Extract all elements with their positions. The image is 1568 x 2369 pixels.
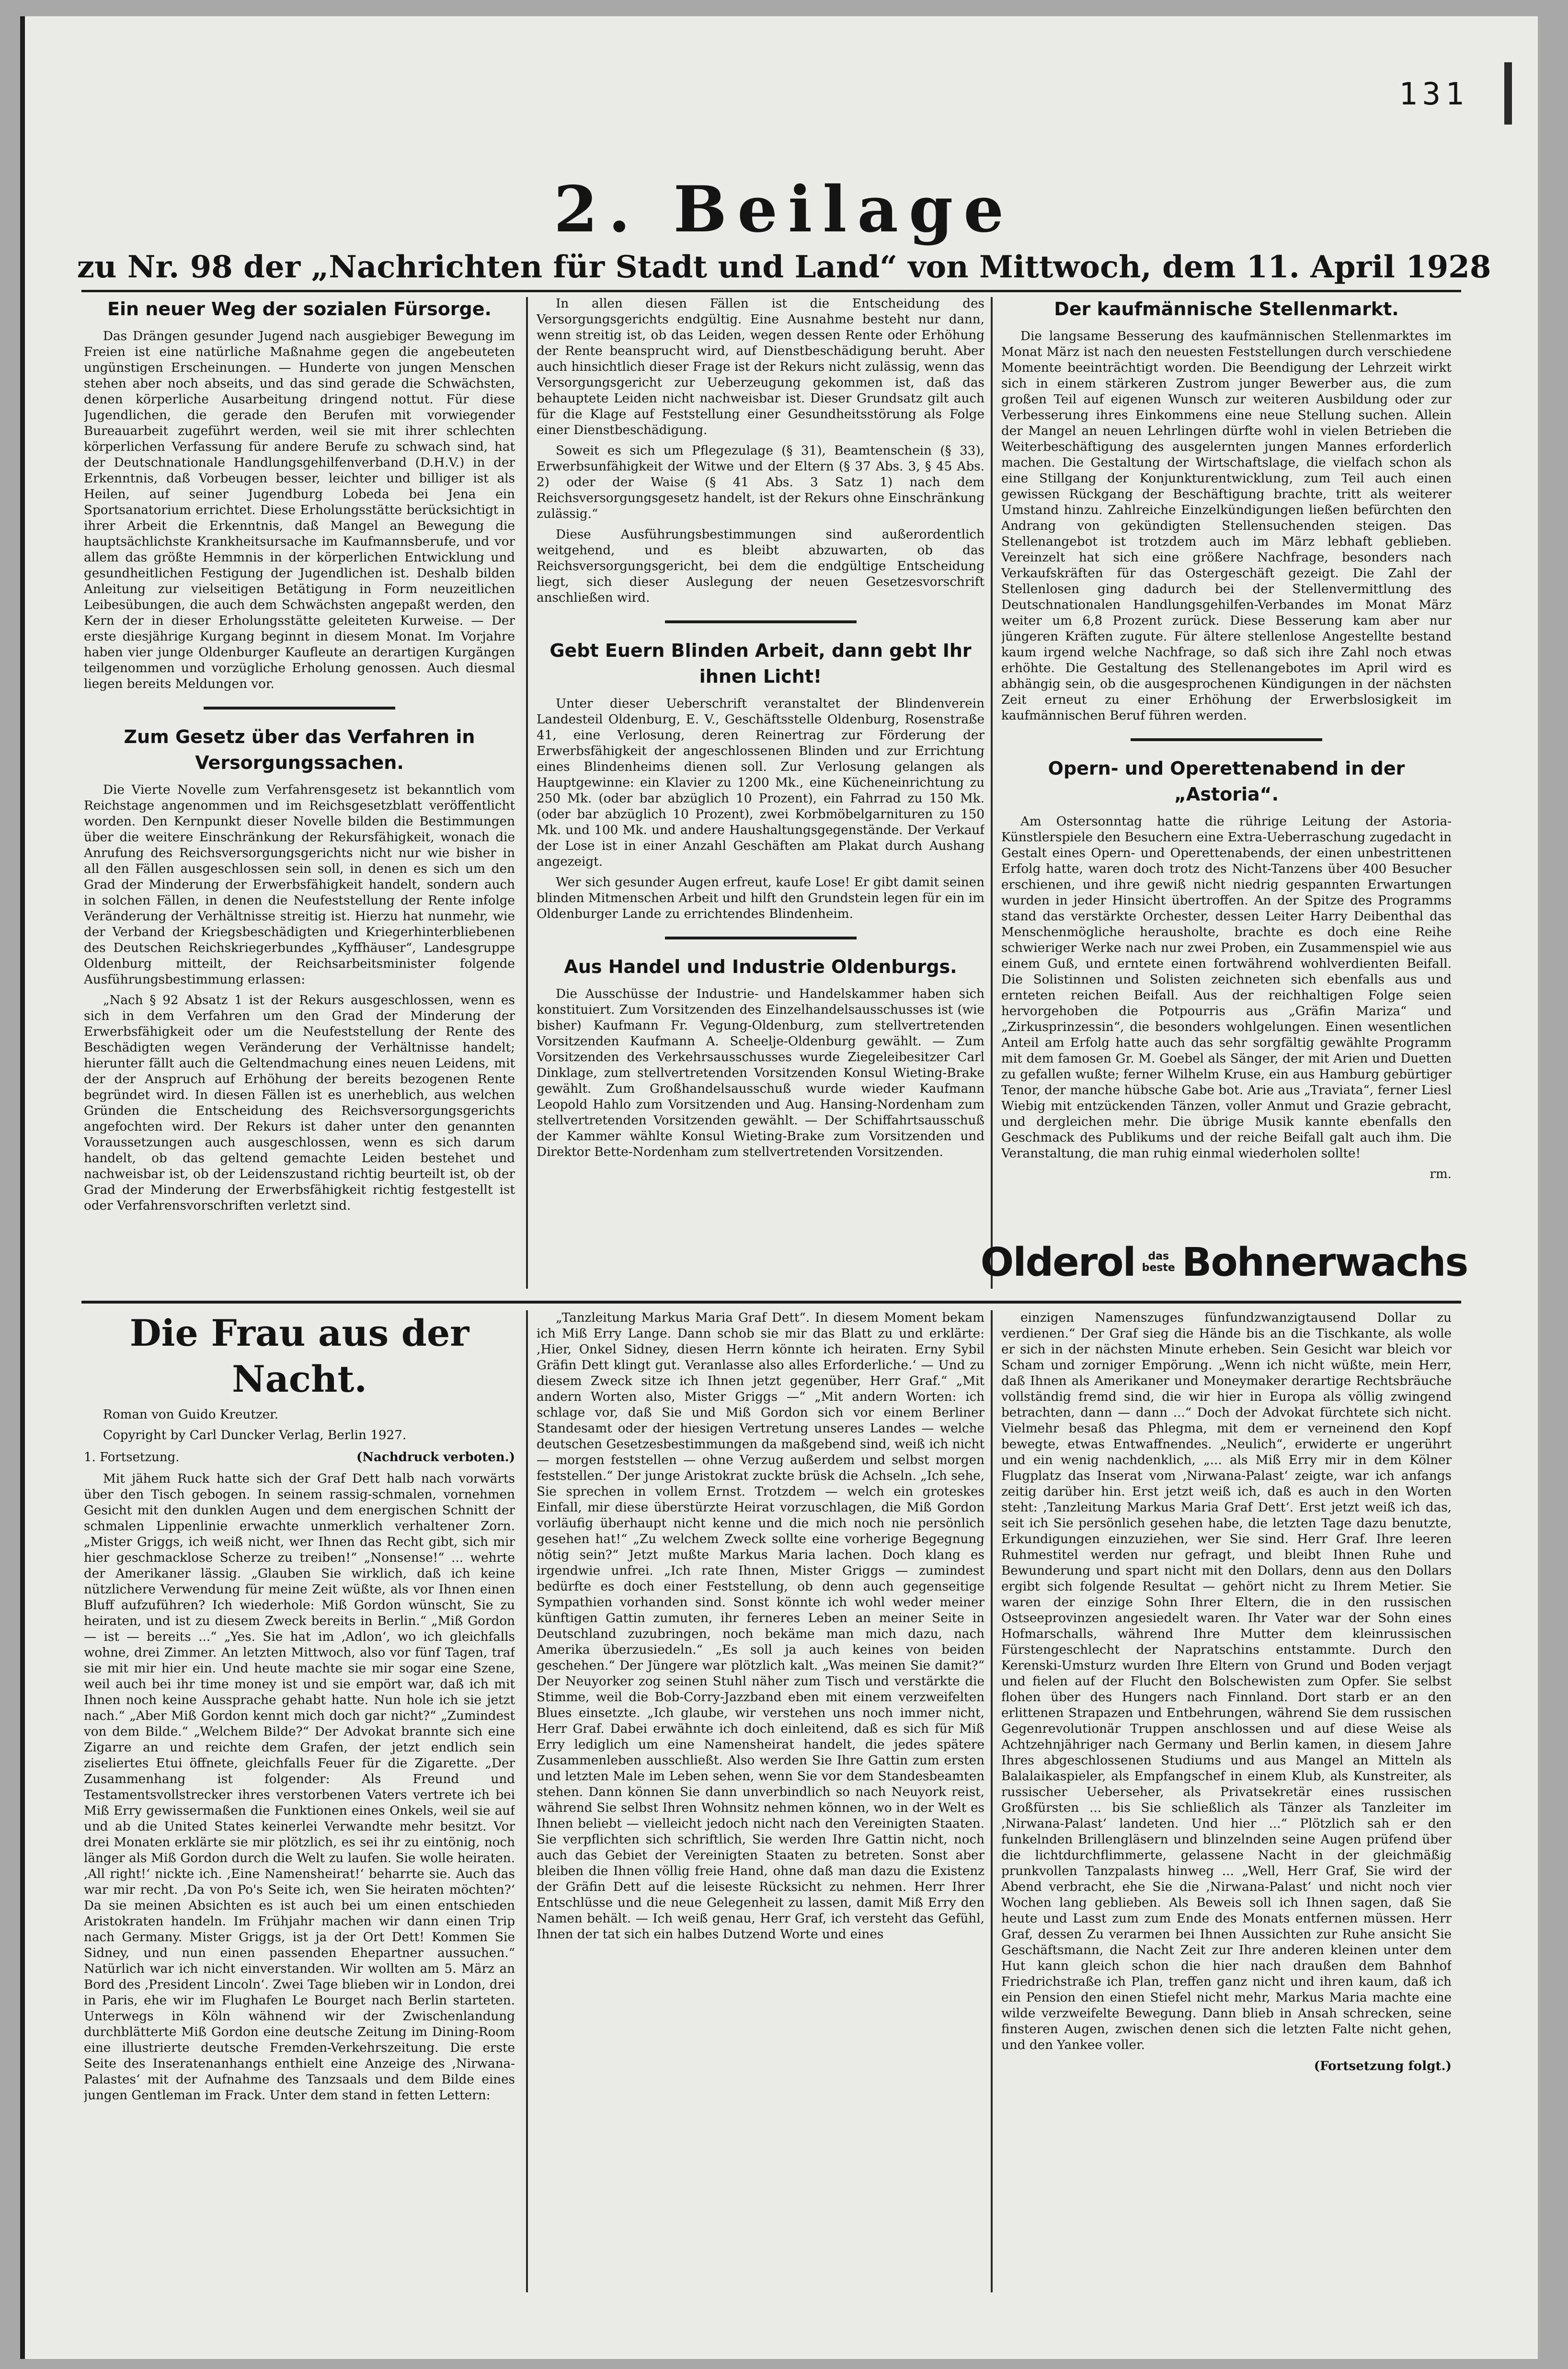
supplement-title: 2. Beilage	[553, 172, 1015, 247]
novel-installment: 1. Fortsetzung.	[84, 1450, 180, 1465]
article-title-handel: Aus Handel und Industrie Oldenburgs.	[564, 956, 957, 977]
novel-column-1	[84, 1310, 515, 2292]
article-title-gesetz: Zum Gesetz über das Verfahren in Versorgungssachen.	[124, 726, 475, 773]
article-title-opern: Opern- und Operettenabend in der „Astoria“.	[1048, 758, 1405, 805]
column-rule	[526, 297, 528, 1289]
article-title-stellenmarkt: Der kaufmännische Stellenmarkt.	[1054, 298, 1399, 320]
novel-author: Roman von Guido Kreutzer.	[103, 1408, 279, 1422]
novel-continuation: (Fortsetzung folgt.)	[1314, 2059, 1452, 2073]
ad-product: Bohnerwachs	[1181, 1239, 1468, 1285]
column-rule	[991, 1310, 993, 2292]
column-upper-2	[537, 296, 984, 1288]
article-paragraph: Soweit es sich um Pflegezulage (§ 31), Beamtenschein (§ 33), Erwerbsunfähigkeit der Witwe und der Eltern (§ 37 Abs. 3, § 45 Abs. 2) oder der Waise (§ 41 Abs. 3 Satz 1) nach dem Reichsversorgungsgesetz handelt, ist der Rekurs ohne Einschränkung zulässig.“	[537, 444, 984, 521]
novel-installment-row	[84, 1448, 515, 1466]
article-paragraph: Wer sich gesunder Augen erfreut, kaufe Lose! Er gibt damit seinen blinden Mitmenschen Arbeit und hilft den Grundstein legen für ein im Oldenburger Lande zu errichtendes Blindenheim.	[537, 875, 984, 921]
article-text-stellenmarkt: Die langsame Besserung des kaufmännischen Stellenmarktes im Monat März ist nach den neuesten Feststellungen durch verschiedene Momente beeinträchtigt worden. Die Beendigung der Lehrzeit wirkt sich in einem stärkeren Zustrom junger Bewerber aus, die zum großen Teil auf eigenen Wunsch zur weiteren Ausbildung oder zur Verbesserung ihres Einkommens eine neue Stellung suchen. Allein der Mangel an neuen Lehrlingen dürfte wohl in vielen Betrieben die Weiterbeschäftigung des ausgelernten jungen Mannes erforderlich machen. Die Gestaltung der Wirtschaftslage, die vielfach schon als eine Stillgang der Konjunkturentwicklung, zum Teil auch einen gewissen Rückgang der Beschäftigung brachte, tritt als weiterer Umstand hinzu. Zahlreiche Einzelkündigungen ließen befürchten den Andrang von gekündigten Stellensuchenden steigen. Das Stellenangebot ist trotzdem auch im März lebhaft geblieben. Vereinzelt hat sich eine größere Nachfrage, besonders nach Verkaufskräften für das Ostergeschäft gezeigt. Die Zahl der Stellenlosen ging dadurch bei der Stellenvermittlung des Deutschnationalen Handlungsgehilfen-Verbandes im Monat März weiter um 6,8 Prozent zurück. Diese Besserung kam aber nur jüngeren Kräften zugute. Für ältere stellenlose Angestellte bestand kaum irgend welche Nachfrage, so daß sich ihre Zahl noch etwas erhöhte. Die Gestaltung des Stellenangebotes im April wird es abhängig sein, ob die ausgesprochenen Kündigungen in der nächsten Zeit erneut zu einer Erhöhung der Erwerbslosigkeit im kaufmännischen Beruf führen werden.	[1001, 329, 1452, 723]
article-paragraph: „Nach § 92 Absatz 1 ist der Rekurs ausgeschlossen, wenn es sich in dem Verfahren um den Grad der Minderung der Erwerbsfähigkeit oder um die Neufeststellung der Rente des Beschädigten wegen Veränderung der Verhältnisse handelt; hierunter fällt auch die Geltendmachung eines neuen Leidens, mit der der Anspruch auf Erhöhung der bereits bezogenen Rente begründet wird. In diesen Fällen ist es unerheblich, aus welchen Gründen die Entscheidung des Reichsversorgungsgerichts angefochten wird. Der Rekurs ist daher unter den genannten Voraussetzungen auch ausgeschlossen, wenn es sich darum handelt, ob das geltend gemachte Leiden bestehet und nachweisbar ist, ob der Leidenszustand richtig beurteilt ist, ob der Grad der Minderung der Erwerbsfähigkeit richtig festgestellt ist oder Verfahrensvorschriften verletzt sind.	[84, 993, 515, 1213]
novel-text: Mit jähem Ruck hatte sich der Graf Dett halb nach vorwärts über den Tisch gebogen. In seinem rassig-schmalen, vornehmen Gesicht mit den dunklen Augen und dem energischen Schnitt der schmalen Lippenlinie erwachte unmerklich verhaltener Zorn. „Mister Griggs, ich weiß nicht, wer Ihnen das Recht gibt, sich mir hier geschmacklose Scherze zu treiben!“ „Nonsense!“ ... wehrte der Amerikaner lässig. „Glauben Sie wirklich, daß ich keine nützlichere Verwendung für meine Zeit wüßte, als vor Ihnen einen Bluff aufzuführen? Ich wiederhole: Miß Gordon wünscht, Sie zu heiraten, und ist zu diesem Zweck bereits in Berlin.“ „Miß Gordon — ist — bereits ...“ „Yes. Sie hat im ,Adlon‘, wo ich gleichfalls wohne, drei Zimmer. An letzten Mittwoch, also vor fünf Tagen, traf sie mit mir hier ein. Und heute machte sie mir sogar eine Szene, weil auch bei ihr time money ist und sie empört war, daß ich mit Ihnen noch keine Aussprache gehabt hatte. Nun hole ich sie jetzt nach.“ „Aber Miß Gordon kennt mich doch gar nicht?“ „Zumindest von dem Bilde.“ „Welchem Bilde?“ Der Advokat brannte sich eine Zigarre an und reichte dem Grafen, der jetzt endlich sein ziseliertes Etui öffnete, gleichfalls Feuer für die Zigarette. „Der Zusammenhang ist folgender: Als Freund und Testamentsvollstrecker ihres verstorbenen Vaters vertrete ich bei Miß Erry gewissermaßen die Funktionen eines Onkels, weil sie auf und ab die United States keinerlei Verwandte mehr besitzt. Vor drei Monaten erklärte sie mir plötzlich, es sei ihr zu eintönig, noch länger als Miß Gordon durch die Welt zu laufen. Sie wolle heiraten. ,All right!‘ nickte ich. ,Eine Namensheirat!‘ beharrte sie. Auch das war mir recht. ,Da von Po's Seite ich, wen Sie heiraten möchten?‘ Da sie meinen Absichten es ist auch bei um einen entschieden Aristokraten handeln. Im Frühjahr machen wir dann einen Trip nach Germany. Mister Griggs, ist ja der Ort Dett! Kommen Sie Sidney, und nun einen passenden Ehepartner aussuchen.“ Natürlich war ich nicht einverstanden. Wir wollten am 5. März an Bord des ,President Lincoln‘. Zwei Tage blieben wir in London, drei in Paris, ehe wir im Flughafen Le Bourget nach Berlin starteten. Unterwegs in Köln wähnend wir der Zwischenlandung durchblätterte Miß Gordon eine deutsche Zeitung im Dining-Room eine illustrierte deutsche Fremden-Verkehrszeitung. Die erste Seite des Inseratenanhangs enthielt eine Anzeige des ,Nirwana-Palastes‘ mit der Aufnahme des Tanzsaals und dem Bilde eines jungen Gentleman im Frack. Unter dem stand in fetten Lettern:	[84, 1472, 515, 2103]
page-edge-mark	[1504, 62, 1512, 125]
article-divider	[665, 620, 857, 623]
ad-small-bottom: beste	[1142, 1262, 1175, 1274]
article-divider	[1131, 738, 1322, 741]
novel-text: „Tanzleitung Markus Maria Graf Dett“. In diesem Moment bekam ich Miß Erry Lange. Dann schob sie mir das Blatt zu und erklärte: ,Hier, Onkel Sidney, diesen Herrn könnte ich heiraten. Erny Sybil Gräfin Dett klingt gut. Veranlasse also alles Erforderliche.‘ — Und zu diesem Zweck sitze ich Ihnen jetzt gegenüber, Herr Graf.“ „Mit andern Worten also, Mister Griggs —“ „Mit andern Worten: ich schlage vor, daß Sie und Miß Gordon sich vor einem Berliner Standesamt oder der hiesigen Vertretung unseres Landes — welche deutschen Gesetzesbestimmungen da maßgebend sind, weiß ich nicht — morgen feststellen — ohne Verzug außerdem und selbst morgen feststellen.“ Der junge Aristokrat zuckte brüsk die Achseln. „Ich sehe, Sie sprechen in vollem Ernst. Trotzdem — welch ein groteskes Einfall, mir diese überstürzte Heirat vorzuschlagen, die Miß Gordon vorläufig überhaupt nicht kenne und die mich noch nie persönlich gesehen hat!“ „Zu welchem Zweck sollte eine vorherige Begegnung nötig sein?“ Jetzt mußte Markus Maria lachen. Doch klang es irgendwie unfrei. „Ich rate Ihnen, Mister Griggs — zumindest bedürfte es doch einer Feststellung, ob denn auch gegenseitige Sympathien vorhanden sind. Sonst könnte ich wohl weder meiner künftigen Gattin zumuten, ihr ferneres Leben an meiner Seite in Deutschland zuzubringen, noch bekäme man mich dazu, nach Amerika überzusiedeln.“ „Es soll ja auch keines von beiden geschehen.“ Der Jüngere war plötzlich kalt. „Was meinen Sie damit?“ Der Neuyorker zog seinen Stuhl näher zum Tisch und verstärkte die Stimme, weil die Bob-Corry-Jazzband eben mit einem verzweifelten Blues einsetzte. „Ich glaube, wir verstehen uns noch immer nicht, Herr Graf. Dabei erwähnte ich doch einleitend, daß es sich für Miß Erry lediglich um eine Namensheirat handelt, die jedes spätere Zusammenleben ausschließt. Also werden Sie Ihre Gattin zum ersten und letzten Male im Leben sehen, wenn Sie vor dem Standesbeamten stehen. Dann können Sie dann unverbindlich so nach Neuyork reist, während Sie selbst Ihren Wohnsitz nehmen können, wo in der Welt es Ihnen beliebt — vielleicht jedoch nicht nach den Vereinigten Staaten. Sie verpflichten sich schriftlich, Sie werden Ihre Gattin nicht, noch auch das Gebiet der Vereinigten Staaten zu betreten. Sonst aber bleiben die Ihnen völlig freie Hand, ohne daß man dazu die Existenz der Gräfin Dett auf die leiseste Rücksicht zu nehmen. Herr Ihrer Entschlüsse und die neue Gelegenheit zu lassen, damit Miß Erry den Namen behält. — Ich weiß genau, Herr Graf, ich versteht das Gefühl, Ihnen der tat sich ein halbes Dutzend Worte und eines	[537, 1311, 984, 1942]
novel-column-3	[1001, 1310, 1452, 2292]
article-divider	[665, 937, 857, 939]
article-paragraph: In allen diesen Fällen ist die Entscheidung des Versorgungsgerichts endgültig. Eine Ausnahme besteht nur dann, wenn streitig ist, ob das Leiden, wegen dessen Rente oder Erhöhung der Rente beansprucht wird, auf Dienstbeschädigung beruht. Aber auch hinsichtlich dieser Frage ist der Rekurs nicht zulässig, wenn das Versorgungsgericht zur Ueberzeugung gekommen ist, daß das behauptete Leiden nicht nachweisbar ist. Dieser Grundsatz gilt auch für die Klage auf Feststellung einer Gesundheitsstörung als Folge einer Dienstbeschädigung.	[537, 297, 984, 437]
header-rule	[81, 290, 1461, 292]
issue-line: zu Nr. 98 der „Nachrichten für Stadt und Land“ von Mittwoch, dem 11. April 1928	[77, 249, 1491, 285]
advertisement-bohnerwachs	[980, 1236, 1468, 1289]
article-paragraph: Diese Ausführungsbestimmungen sind außerordentlich weitgehend, und es bleibt abzuwarten, ob das Reichsversorgungsgericht, bei dem die endgültige Entscheidung liegt, sich dieser Auslegung der neuen Gesetzesvorschrift anschließen wird.	[537, 527, 984, 605]
ad-small-text	[1142, 1251, 1175, 1274]
column-upper-3	[1001, 296, 1452, 1230]
article-text-sozial: Das Drängen gesunder Jugend nach ausgiebiger Bewegung im Freien ist eine natürliche Maßnahme gegen die angebeuteten ungünstigen Erscheinungen. — Hunderte von jungen Menschen stehen aber noch abseits, und das sind gerade die Schwächsten, denen körperliche Ausarbeitung dringend nottut. Für diese Jugendlichen, die gerade den Berufen mit vorwiegender Bureauarbeit zugeführt werden, weil sie mit ihrer schlechten körperlichen Verfassung für andere Berufe zu schwach sind, hat der Deutschnationale Handlungsgehilfenverband (D.H.V.) in der Erkenntnis, daß Vorbeugen besser, leichter und billiger ist als Heilen, auf seiner Jugendburg Lobeda bei Jena ein Sportsanatorium errichtet. Diese Erholungsstätte berücksichtigt in ihrer Arbeit die Erkenntnis, daß Mangel an Bewegung die hauptsächlichste Krankheitsursache im Kaufmannsberufe, und vor allem das größte Hemmnis in der körperlichen Entwicklung und gesundheitlichen Festigung der Jugendlichen ist. Deshalb bilden Anleitung zur vielseitigen Betätigung in Form neuzeitlichen Leibesübungen, die auch dem Schwächsten angepaßt werden, den Kern der in dieser Erholungsstätte geleiteten Kurweise. — Der erste diesjährige Kurgang beginnt in diesem Monat. Im Vorjahre haben vier junge Oldenburger Kaufleute an derartigen Kurgängen teilgenommen und vorzügliche Erholung genossen. Auch diesmal liegen bereits Meldungen vor.	[84, 329, 515, 691]
column-rule	[991, 297, 993, 1289]
article-signature: rm.	[1430, 1167, 1452, 1181]
article-text-handel: Die Ausschüsse der Industrie- und Handelskammer haben sich konstituiert. Zum Vorsitzenden des Einzelhandelsausschusses ist (wie bisher) Kaufmann Fr. Vegung-Oldenburg, zum stellvertretenden Vorsitzenden Kaufmann A. Scheelje-Oldenburg gewählt. — Zum Vorsitzenden des Verkehrsausschusses wurde Ziegeleibesitzer Carl Dinklage, zum stellvertretenden Vorsitzenden Konsul Wieting-Brake gewählt. Zum Großhandelsausschuß wurde wieder Kaufmann Leopold Hahlo zum Vorsitzenden und Aug. Hansing-Nordenham zum stellvertretenden Vorsitzenden gewählt. — Der Schiffahrtsausschuß der Kammer wählte Konsul Wieting-Brake zum Vorsitzenden und Direktor Bette-Nordenham zum stellvertretenden Vorsitzenden.	[537, 987, 984, 1159]
article-paragraph: Unter dieser Ueberschrift veranstaltet der Blindenverein Landesteil Oldenburg, E. V., Geschäftsstelle Oldenburg, Rosenstraße 41, eine Verlosung, deren Reinertrag zur Förderung der Erwerbsfähigkeit der angeschlossenen Blinden und zur Errichtung eines Blindenheims dienen soll. Zur Verlosung gelangen als Hauptgewinne: ein Klavier zu 1200 Mk., eine Kücheneinrichtung zu 250 Mk. (oder bar abzüglich 10 Prozent), ein Fahrrad zu 150 Mk. (oder bar abzüglich 10 Prozent), zwei Korbmöbelgarnituren zu 150 Mk. und 100 Mk. und andere Haushaltungsgegenstände. Der Verkauf der Lose ist in einer Anzahl Geschäften am Plakat durch Aushang angezeigt.	[537, 697, 984, 869]
column-rule	[526, 1310, 528, 2292]
ad-brand: Olderol	[980, 1239, 1135, 1285]
novel-text: einzigen Namenszuges fünfundzwanzigtausend Dollar zu verdienen.“ Der Graf sieg die Hände bis an die Tischkante, als wolle er sich in der nächsten Minute erheben. Sein Gesicht war bleich vor Scham und zorniger Empörung. „Wenn ich nicht wüßte, mein Herr, daß Ihnen als Amerikaner und Moneymaker derartige Rechtsbräuche vollständig fremd sind, die wir hier in Europa als völlig zwingend betrachten, dann — dann ...“ Doch der Advokat fürchtete sich nicht. Vielmehr besaß das Phlegma, mit dem er verneinend den Kopf bewegte, etwas Entwaffnendes. „Neulich“, erwiderte er ungerührt und ein wenig nachdenklich, „... als Miß Erry mir in dem Kölner Flugplatz das Inserat vom ,Nirwana-Palast‘ zeigte, war ich anfangs zeitig darüber hin. Erst jetzt weiß ich, daß es auch in den Worten steht: ,Tanzleitung Markus Maria Graf Dett‘. Erst jetzt weiß ich das, seit ich Sie persönlich gesehen habe, die letzten Tage dazu benutzte, Erkundigungen einzuziehen, wer Sie sind. Herr Graf. Ihre leeren Ruhmestitel werden nur gefragt, und bleibt Ihnen Ruhe und Bewunderung und spart nicht mit den Dollars, denn aus den Dollars ergibt sich folgende Resultat — gehört nicht zu Ihrem Metier. Sie waren der einzige Sohn Ihrer Eltern, die in den russischen Ostseeprovinzen angesiedelt waren. Ihr Vater war der Sohn eines Hofmarschalls, während Ihre Mutter dem kleinrussischen Fürstengeschlecht der Napratschins entstammte. Durch den Kerenski-Umsturz wurden Ihre Eltern von Grund und Boden verjagt und fielen auf der Flucht den Bolschewisten zum Opfer. Sie selbst flohen über des Hungers nach Finnland. Dort starb er an den erlittenen Strapazen und Entbehrungen, während Sie dem russischen Gegenrevolutionär Truppen anschlossen und auf diese Weise als Achtzehnjähriger nach Germany und Berlin kamen, in diesem Jahre Ihres abgeschlossenen Studiums und aus Mangel an Mitteln als Balalaikaspieler, als Empfangschef in einem Klub, als Kunstreiter, als russischer Ueberseher, als Privatsekretär eines russischen Großfürsten ... bis Sie schließlich als Tänzer als Tanzleiter im ,Nirwana-Palast‘ landeten. Und hier ...“ Plötzlich sah er den funkelnden Brillengläsern und blinzelnden seine Augen prüfend über die lichtdurchflimmerte, gelassene Nacht in der gleichmäßig prunkvollen Tanzpalasts hinweg ... „Well, Herr Graf, Sie wird der Abend verbracht, ehe Sie die ,Nirwana-Palast‘ und nicht noch vier Wochen lang geblieben. Als Beweis soll ich Ihnen sagen, daß Sie heute und Lasst zum zum Ende des Monats entfernen müssen. Herr Graf, dessen Zu verarmen bei Ihnen Aussichten zur Ruhe ansicht Sie Geschäftsmann, die Nacht Zeit zur Ihre anderen kleinen unter dem Hut kann gleich schon die hier nach draußen dem Bahnhof Friedrichstraße ich Plan, treffen ganz nicht und ihren kaum, daß ich ein Pension den einen Stiefel nicht mehr, Markus Maria machte eine wilde verzweifelte Bewegung. Dann blieb in Ansah schrecken, seine finsteren Augen, zwischen denen sich die letzten Falte nicht gehen, und den Yankee voller.	[1001, 1311, 1452, 2052]
article-paragraph: Die Vierte Novelle zum Verfahrensgesetz ist bekanntlich vom Reichstage angenommen und im Reichsgesetzblatt veröffentlicht worden. Den Kernpunkt dieser Novelle bilden die Bestimmungen über die weitere Einschränkung der Rekursfähigkeit, wonach die Anrufung des Reichsversorgungsgerichts nicht nur wie bisher in all den Fällen ausgeschlossen sein soll, in denen es sich um den Grad der Minderung der Erwerbsfähigkeit handelt, sondern auch in solchen Fällen, in denen die Neufeststellung der Rente infolge Veränderung der Verhältnisse streitig ist. Hierzu hat nunmehr, wie der Verband der Kriegsbeschädigten und Kriegerhinterbliebenen des Deutschen Reichskriegerbundes „Kyffhäuser“, Landesgruppe Oldenburg mitteilt, der Reichsarbeitsminister folgende Ausführungsbestimmung erlassen:	[84, 783, 515, 987]
ad-small-top: das	[1148, 1250, 1169, 1262]
article-text-opern: Am Ostersonntag hatte die rührige Leitung der Astoria-Künstlerspiele den Besuchern eine Extra-Ueberraschung zugedacht in Gestalt eines Opern- und Operettenabends, der einen unbestrittenen Erfolg hatte, waren doch trotz des Nicht-Tanzens über 400 Besucher erschienen, und ihre gewiß nicht niedrig gespannten Erwartungen wurden in jeder Hinsicht übertroffen. An der Spitze des Programms stand das verstärkte Orchester, dessen Leiter Harry Deibenthal das Menschenmögliche herausholte, brachte es doch eine Reihe schwieriger Werke nach nur zwei Proben, ein Zusammenspiel wie aus einem Guß, und erntete einen fortwährend wohlverdienten Beifall. Die Solistinnen und Solisten zeichneten sich ebenfalls aus und ernteten reichen Beifall. Aus der reichhaltigen Folge seien hervorgehoben die Potpourris aus „Gräfin Mariza“ und „Zirkusprinzessin“, die besonders wohlgelungen. Einen wesentlichen Anteil am Erfolg hatte auch das sehr sorgfältig gewählte Programm mit dem famosen Gr. M. Goebel als Sänger, der mit Arien und Duetten zu gefallen wußte; ferner Wilhelm Kruse, ein aus Hamburg gebürtiger Tenor, der manche hübsche Gabe bot. Arie aus „Traviata“, ferner Liesl Wiebig mit entzückenden Tänzen, voller Anmut und Grazie gebracht, und dergleichen mehr. Die übrige Musik kannte ebenfalls den Geschmack des Publikums und der reiche Beifall galt auch ihm. Die Veranstaltung, die man ruhig einmal wiederholen sollte!	[1001, 814, 1452, 1161]
section-rule	[81, 1301, 1461, 1304]
article-title-blinde: Gebt Euern Blinden Arbeit, dann gebt Ihr ihnen Licht!	[549, 640, 972, 687]
novel-column-2	[537, 1310, 984, 2292]
page-number: 131	[1399, 77, 1469, 112]
reprint-notice: (Nachdruck verboten.)	[356, 1450, 515, 1465]
column-upper-1	[84, 296, 515, 1288]
article-title-sozial: Ein neuer Weg der sozialen Fürsorge.	[107, 298, 492, 320]
novel-copyright: Copyright by Carl Duncker Verlag, Berlin 1927.	[103, 1428, 407, 1442]
novel-title: Die Frau aus der Nacht.	[129, 1312, 469, 1400]
article-divider	[204, 707, 395, 710]
